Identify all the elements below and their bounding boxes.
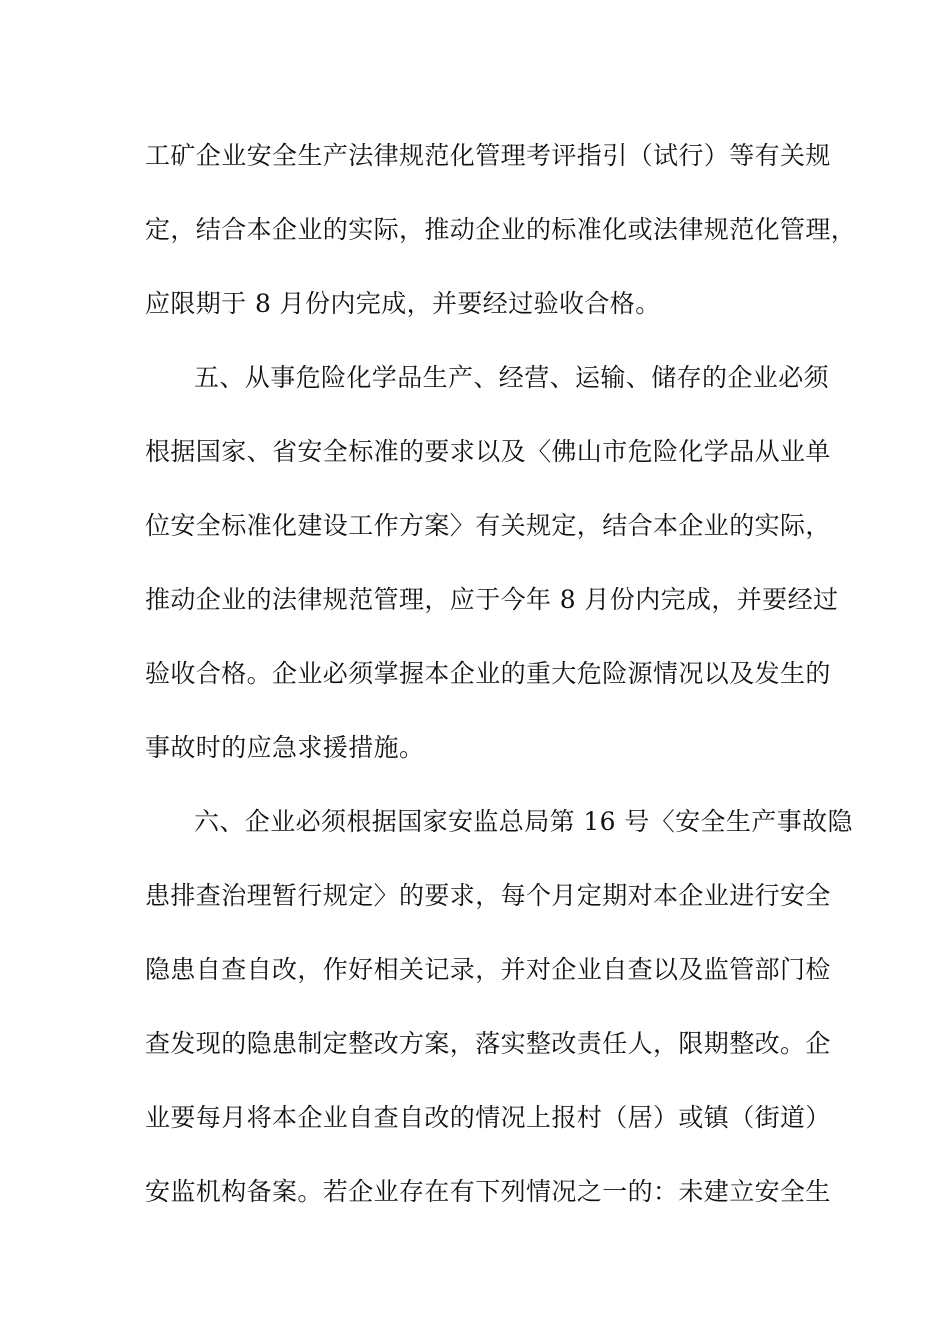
text-line: 隐患自查自改，作好相关记录，并对企业自查以及监管部门检 bbox=[145, 955, 831, 984]
text-line: 定，结合本企业的实际，推动企业的标准化或法律规范化管理， bbox=[145, 215, 857, 244]
text-line: 应限期于 8 月份内完成，并要经过验收合格。 bbox=[145, 289, 661, 318]
text-line: 业要每月将本企业自查自改的情况上报村（居）或镇（街道） bbox=[145, 1103, 831, 1132]
text-line: 根据国家、省安全标准的要求以及〈佛山市危险化学品从业单 bbox=[145, 437, 831, 466]
text-line: 验收合格。企业必须掌握本企业的重大危险源情况以及发生的 bbox=[145, 659, 831, 688]
text-line: 工矿企业安全生产法律规范化管理考评指引（试行）等有关规 bbox=[145, 141, 831, 170]
paragraph-five-start: 五、从事危险化学品生产、经营、运输、储存的企业必须 bbox=[194, 363, 830, 392]
text-line: 患排查治理暂行规定〉的要求，每个月定期对本企业进行安全 bbox=[145, 881, 831, 910]
text-line: 事故时的应急求援措施。 bbox=[145, 733, 425, 762]
text-line: 查发现的隐患制定整改方案，落实整改责任人，限期整改。企 bbox=[145, 1029, 831, 1058]
text-line: 推动企业的法律规范管理，应于今年 8 月份内完成，并要经过 bbox=[145, 585, 839, 614]
text-line: 安监机构备案。若企业存在有下列情况之一的：未建立安全生 bbox=[145, 1177, 831, 1206]
paragraph-six-start: 六、企业必须根据国家安监总局第 16 号〈安全生产事故隐 bbox=[194, 807, 853, 836]
text-line: 位安全标准化建设工作方案〉有关规定，结合本企业的实际， bbox=[145, 511, 831, 540]
